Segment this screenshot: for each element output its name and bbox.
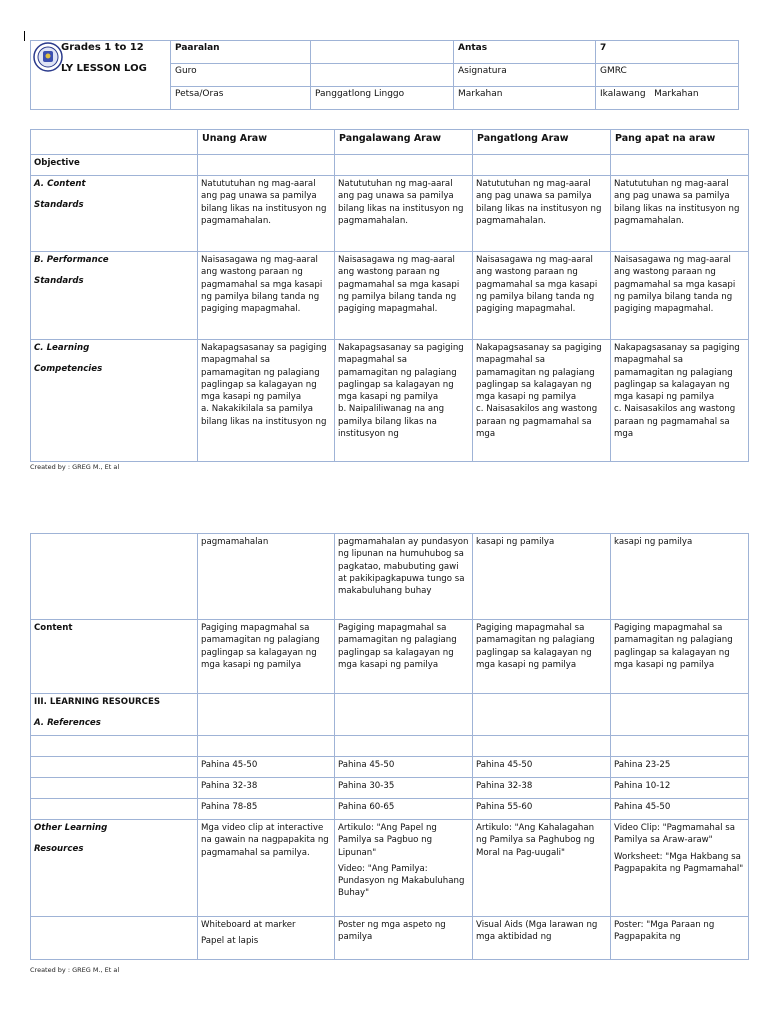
- content-label: Content: [31, 620, 198, 694]
- materials-cell: Whiteboard at marker Papel at lapis: [198, 917, 335, 960]
- learning-resources-label: III. LEARNING RESOURCES A. References: [31, 694, 198, 736]
- page-ref-cell: Pahina 30-35: [335, 778, 473, 799]
- petsa-value: Panggatlong Linggo: [311, 87, 454, 110]
- page-ref-cell: Pahina 10-12: [611, 778, 749, 799]
- performance-standards-cell: Naisasagawa ng mag-aaral ang wastong paraan ng pagmamahal sa mga kasapi ng pamilya bilang tanda ng pagiging mapagmahal.: [611, 252, 749, 340]
- page-ref-cell: Pahina 45-50: [335, 757, 473, 778]
- logo-cell: [31, 41, 171, 110]
- learning-competencies-cell: Nakapagsasanay sa pagiging mapagmahal sa pamamagitan ng palagiang paglingap sa kalagayan ng mga kasapi ng pamilya b. Naipaliliwanag na ang pamilya bilang likas na institusyon ng: [335, 340, 473, 462]
- learning-competencies-cell: Nakapagsasanay sa pagiging mapagmahal sa pamamagitan ng palagiang paglingap sa kalagayan ng mga kasapi ng pamilya c. Naisasakilos ang wastong paraan ng pagmamahal sa mga: [611, 340, 749, 462]
- deped-seal-logo: [33, 42, 63, 72]
- page-ref-cell: Pahina 45-50: [473, 757, 611, 778]
- asignatura-value: GMRC: [596, 64, 739, 87]
- content-standards-cell: Natututuhan ng mag-aaral ang pag unawa sa pamilya bilang likas na institusyon ng pagmamahalan.: [473, 176, 611, 252]
- continuation-cell: kasapi ng pamilya: [473, 534, 611, 620]
- performance-standards-label: B. Performance Standards: [31, 252, 198, 340]
- performance-standards-cell: Naisasagawa ng mag-aaral ang wastong paraan ng pagmamahal sa mga kasapi ng pamilya bilang tanda ng pagiging mapagmahal.: [198, 252, 335, 340]
- learning-competencies-cell: Nakapagsasanay sa pagiging mapagmahal sa pamamagitan ng palagiang paglingap sa kalagayan ng mga kasapi ng pamilya a. Nakakikilala sa pamilya bilang likas na institusyon ng: [198, 340, 335, 462]
- continuation-cell: kasapi ng pamilya: [611, 534, 749, 620]
- page-ref-cell: Pahina 78-85: [198, 799, 335, 820]
- lesson-table-page2: [30, 533, 749, 960]
- footer-credit: Created by : GREG M., Et al: [30, 966, 120, 974]
- content-standards-cell: Natututuhan ng mag-aaral ang pag unawa sa pamilya bilang likas na institusyon ng pagmamahalan.: [335, 176, 473, 252]
- paaralan-value: [311, 41, 454, 64]
- guro-label: Guro: [171, 64, 311, 87]
- objective-label: Objective: [31, 155, 198, 176]
- content-standards-cell: Natututuhan ng mag-aaral ang pag unawa sa pamilya bilang likas na institusyon ng pagmamahalan.: [611, 176, 749, 252]
- page-ref-cell: Pahina 55-60: [473, 799, 611, 820]
- continuation-cell: pagmamahalan: [198, 534, 335, 620]
- content-cell: Pagiging mapagmahal sa pamamagitan ng palagiang paglingap sa kalagayan ng mga kasapi ng pamilya: [611, 620, 749, 694]
- performance-standards-cell: Naisasagawa ng mag-aaral ang wastong paraan ng pagmamahal sa mga kasapi ng pamilya bilang tanda ng pagiging mapagmahal.: [335, 252, 473, 340]
- lesson-table-page1: [30, 129, 749, 462]
- antas-value: 7: [596, 41, 739, 64]
- day-header-3: Pangatlong Araw: [473, 130, 611, 155]
- content-standards-cell: Natututuhan ng mag-aaral ang pag unawa sa pamilya bilang likas na institusyon ng pagmamahalan.: [198, 176, 335, 252]
- materials-cell: Visual Aids (Mga larawan ng mga aktibidad ng: [473, 917, 611, 960]
- footer-credit: Created by : GREG M., Et al: [30, 463, 120, 471]
- content-standards-label: A. Content Standards: [31, 176, 198, 252]
- guro-value: [311, 64, 454, 87]
- lesson-log-title: LY LESSON LOG: [61, 63, 147, 74]
- page-ref-cell: Pahina 32-38: [198, 778, 335, 799]
- learning-competencies-label: C. Learning Competencies: [31, 340, 198, 462]
- content-cell: Pagiging mapagmahal sa pamamagitan ng palagiang paglingap sa kalagayan ng mga kasapi ng pamilya: [335, 620, 473, 694]
- page-ref-cell: Pahina 60-65: [335, 799, 473, 820]
- markahan-label: Markahan: [454, 87, 596, 110]
- content-cell: Pagiging mapagmahal sa pamamagitan ng palagiang paglingap sa kalagayan ng mga kasapi ng pamilya: [473, 620, 611, 694]
- petsa-label: Petsa/Oras: [171, 87, 311, 110]
- markahan-value: Ikalawang Markahan: [596, 87, 739, 110]
- content-cell: Pagiging mapagmahal sa pamamagitan ng palagiang paglingap sa kalagayan ng mga kasapi ng pamilya: [198, 620, 335, 694]
- day-header-2: Pangalawang Araw: [335, 130, 473, 155]
- paaralan-label: Paaralan: [171, 41, 311, 64]
- other-resources-cell: Video Clip: "Pagmamahal sa Pamilya sa Araw-araw" Worksheet: "Mga Hakbang sa Pagpapakita ng Pagmamahal": [611, 820, 749, 917]
- other-resources-cell: Artikulo: "Ang Kahalagahan ng Pamilya sa Paghubog ng Moral na Pag-uugali": [473, 820, 611, 917]
- page-ref-cell: Pahina 45-50: [611, 799, 749, 820]
- materials-cell: Poster: "Mga Paraan ng Pagpapakita ng: [611, 917, 749, 960]
- other-resources-cell: Mga video clip at interactive na gawain na nagpapakita ng pagmamahal sa pamilya.: [198, 820, 335, 917]
- grades-label: Grades 1 to 12: [61, 42, 144, 53]
- header-table: [30, 40, 739, 110]
- materials-cell: Poster ng mga aspeto ng pamilya: [335, 917, 473, 960]
- page-ref-cell: Pahina 45-50: [198, 757, 335, 778]
- day-header-1: Unang Araw: [198, 130, 335, 155]
- learning-competencies-cell: Nakapagsasanay sa pagiging mapagmahal sa pamamagitan ng palagiang paglingap sa kalagayan ng mga kasapi ng pamilya c. Naisasakilos ang wastong paraan ng pagmamahal sa mga: [473, 340, 611, 462]
- performance-standards-cell: Naisasagawa ng mag-aaral ang wastong paraan ng pagmamahal sa mga kasapi ng pamilya bilang tanda ng pagiging mapagmahal.: [473, 252, 611, 340]
- asignatura-label: Asignatura: [454, 64, 596, 87]
- other-resources-cell: Artikulo: "Ang Papel ng Pamilya sa Pagbuo ng Lipunan" Video: "Ang Pamilya: Pundasyon ng Makabuluhang Buhay": [335, 820, 473, 917]
- page-ref-cell: Pahina 23-25: [611, 757, 749, 778]
- text-cursor: [24, 31, 25, 41]
- corner-header: [31, 130, 198, 155]
- day-header-4: Pang apat na araw: [611, 130, 749, 155]
- page-ref-cell: Pahina 32-38: [473, 778, 611, 799]
- antas-label: Antas: [454, 41, 596, 64]
- continuation-cell: pagmamahalan ay pundasyon ng lipunan na humuhubog sa pagkatao, mabubuting gawi at pakikipagkapuwa tungo sa makabuluhang buhay: [335, 534, 473, 620]
- other-resources-label: Other Learning Resources: [31, 820, 198, 917]
